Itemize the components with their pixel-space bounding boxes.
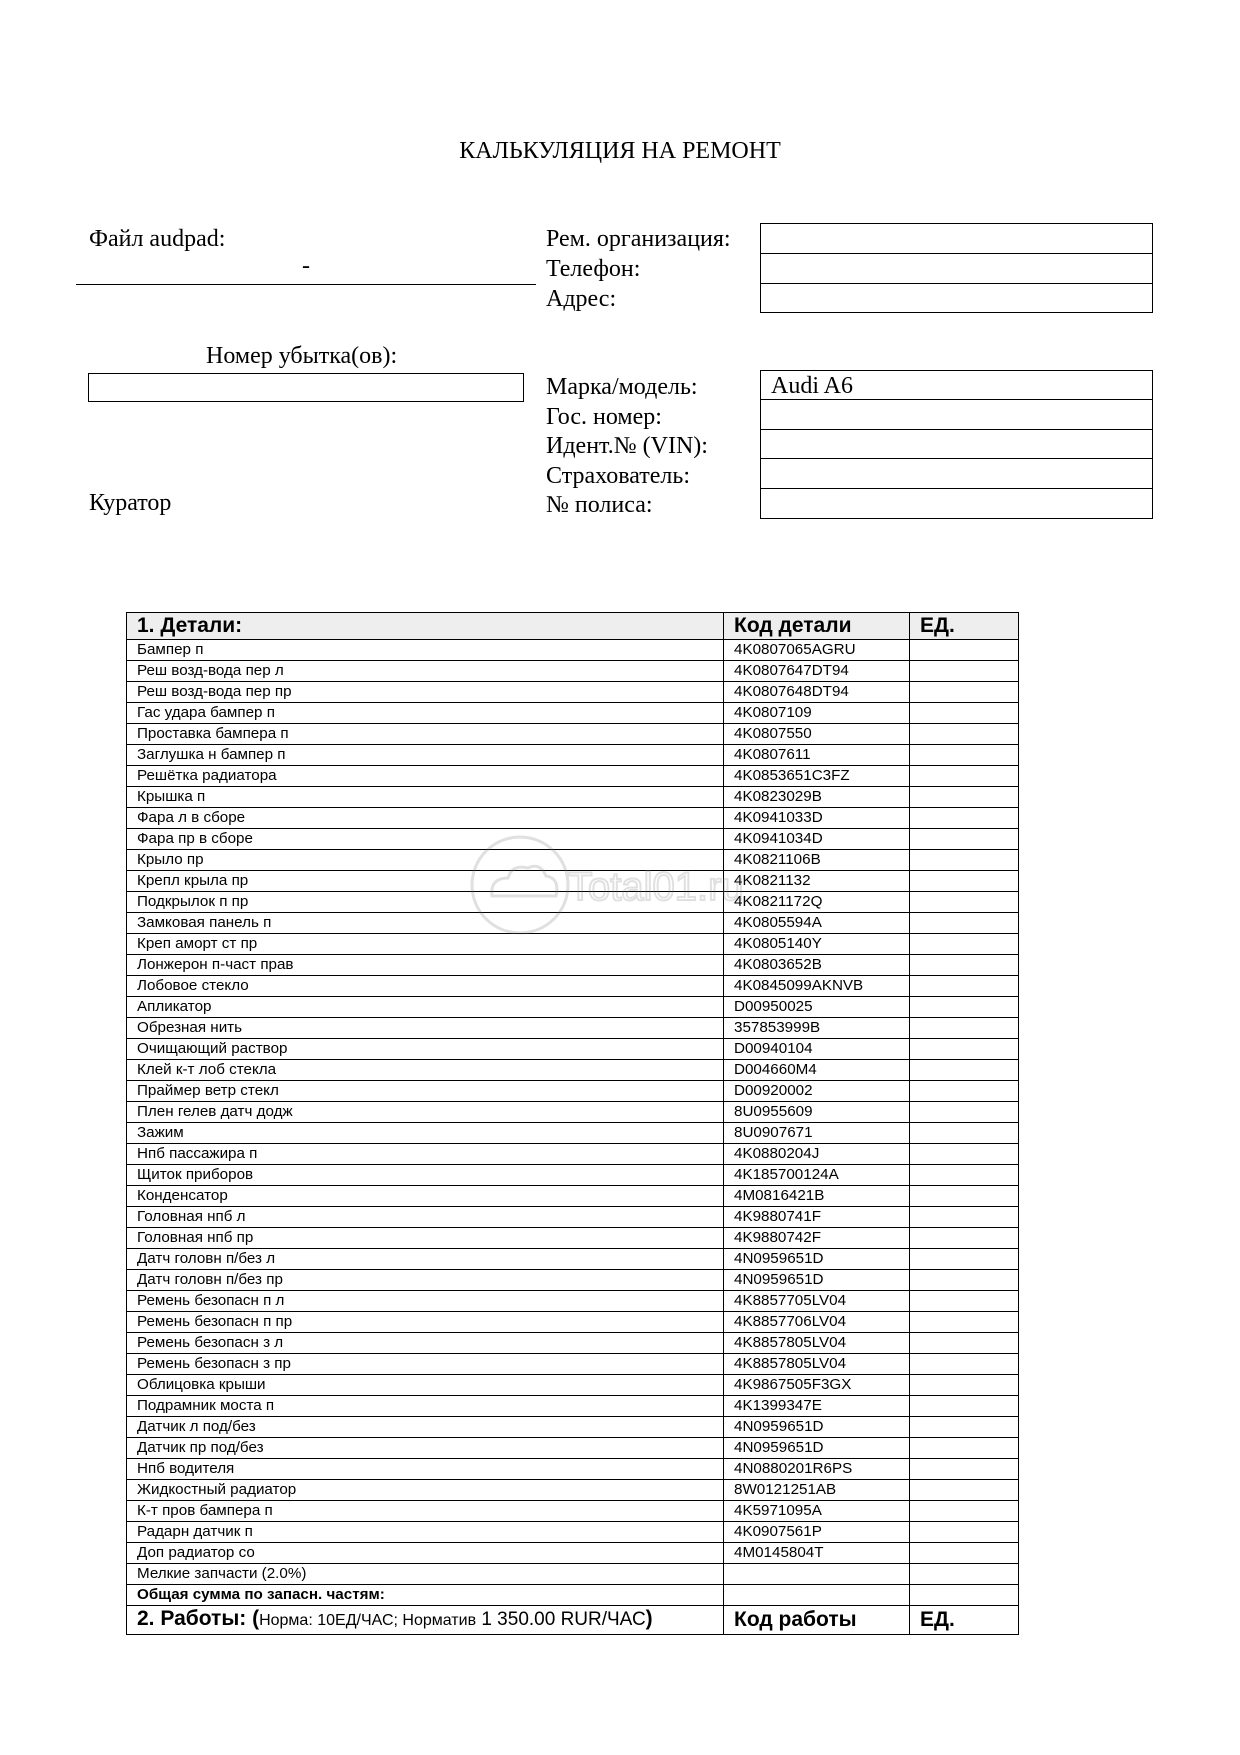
part-code-cell: 4K0853651C3FZ <box>724 766 910 787</box>
part-unit-cell <box>910 766 1019 787</box>
part-code-cell: 4K0880204J <box>724 1144 910 1165</box>
part-name-cell: Клей к-т лоб стекла <box>127 1060 724 1081</box>
table-row <box>127 1228 1019 1249</box>
part-code-cell: D00940104 <box>724 1039 910 1060</box>
part-name-cell: Радарн датчик п <box>127 1522 724 1543</box>
part-unit-cell <box>910 1039 1019 1060</box>
table-row <box>127 1060 1019 1081</box>
part-unit-cell <box>910 1102 1019 1123</box>
part-name-cell: Крышка п <box>127 787 724 808</box>
part-unit-cell <box>910 1186 1019 1207</box>
table-row <box>127 1333 1019 1354</box>
table-row <box>127 997 1019 1018</box>
part-name-cell: Замковая панель п <box>127 913 724 934</box>
part-unit-cell <box>910 997 1019 1018</box>
parts-header-unit: ЕД. <box>910 613 1019 640</box>
part-code-cell: 4K0823029B <box>724 787 910 808</box>
parts-total-unit <box>910 1585 1019 1606</box>
part-name-cell: Праймер ветр стекл <box>127 1081 724 1102</box>
part-code-cell: 4K0807065AGRU <box>724 640 910 661</box>
table-row <box>127 1039 1019 1060</box>
part-name-cell: Датч головн п/без л <box>127 1249 724 1270</box>
policy-field[interactable] <box>760 488 1153 519</box>
part-unit-cell <box>910 724 1019 745</box>
part-code-cell: 4K9880741F <box>724 1207 910 1228</box>
table-row <box>127 850 1019 871</box>
table-row <box>127 1396 1019 1417</box>
part-unit-cell <box>910 703 1019 724</box>
table-row <box>127 1186 1019 1207</box>
part-unit-cell <box>910 1417 1019 1438</box>
table-row <box>127 1123 1019 1144</box>
part-code-cell: 4K0807647DT94 <box>724 661 910 682</box>
part-unit-cell <box>910 640 1019 661</box>
part-code-cell: 4K5971095A <box>724 1501 910 1522</box>
table-row <box>127 1018 1019 1039</box>
table-row <box>127 1270 1019 1291</box>
table-row <box>127 682 1019 703</box>
part-name-cell: Мелкие запчасти (2.0%) <box>127 1564 724 1585</box>
part-unit-cell <box>910 1564 1019 1585</box>
part-unit-cell <box>910 1501 1019 1522</box>
works-rate: 1 350.00 RUR/ЧАС <box>476 1609 646 1630</box>
part-name-cell: Лобовое стекло <box>127 976 724 997</box>
part-unit-cell <box>910 1543 1019 1564</box>
part-name-cell: Датчик л под/без <box>127 1417 724 1438</box>
table-row <box>127 871 1019 892</box>
part-name-cell: Обрезная нить <box>127 1018 724 1039</box>
part-name-cell: Головная нпб пр <box>127 1228 724 1249</box>
table-row <box>127 1375 1019 1396</box>
repair-org-label: Рем. организация: <box>546 226 731 252</box>
part-unit-cell <box>910 955 1019 976</box>
part-unit-cell <box>910 1060 1019 1081</box>
part-name-cell: Облицовка крыши <box>127 1375 724 1396</box>
part-unit-cell <box>910 745 1019 766</box>
part-code-cell: 4K185700124A <box>724 1165 910 1186</box>
part-unit-cell <box>910 661 1019 682</box>
part-name-cell: Щиток приборов <box>127 1165 724 1186</box>
part-name-cell: Гас удара бампер п <box>127 703 724 724</box>
part-name-cell: Доп радиатор со <box>127 1543 724 1564</box>
part-code-cell: 4K8857706LV04 <box>724 1312 910 1333</box>
table-row <box>127 1144 1019 1165</box>
part-code-cell: 4N0959651D <box>724 1417 910 1438</box>
table-row <box>127 1459 1019 1480</box>
table-row <box>127 703 1019 724</box>
part-unit-cell <box>910 871 1019 892</box>
part-code-cell: 4K0821132 <box>724 871 910 892</box>
part-unit-cell <box>910 850 1019 871</box>
part-name-cell: Нпб пассажира п <box>127 1144 724 1165</box>
watermark-text: Total01.ru <box>568 865 744 909</box>
table-row <box>127 808 1019 829</box>
table-row <box>127 934 1019 955</box>
table-row <box>127 955 1019 976</box>
part-code-cell: 4K0907561P <box>724 1522 910 1543</box>
table-row <box>127 913 1019 934</box>
part-code-cell: 4M0145804T <box>724 1543 910 1564</box>
part-name-cell: Реш возд-вода пер пр <box>127 682 724 703</box>
table-row <box>127 1543 1019 1564</box>
part-name-cell: Зажим <box>127 1123 724 1144</box>
parts-header-code: Код детали <box>724 613 910 640</box>
parts-table-header <box>127 613 1019 640</box>
policy-label: № полиса: <box>546 492 653 518</box>
table-row <box>127 724 1019 745</box>
works-header-row <box>127 1606 1019 1635</box>
part-code-cell: 4K0845099AKNVB <box>724 976 910 997</box>
loss-number-field[interactable] <box>88 373 524 402</box>
part-unit-cell <box>910 1228 1019 1249</box>
part-unit-cell <box>910 1165 1019 1186</box>
part-name-cell: Апликатор <box>127 997 724 1018</box>
part-unit-cell <box>910 1522 1019 1543</box>
part-unit-cell <box>910 1249 1019 1270</box>
parts-total-label: Общая сумма по запасн. частям: <box>127 1585 724 1606</box>
loss-number-label: Номер убытка(ов): <box>206 343 398 369</box>
part-code-cell: 8U0955609 <box>724 1102 910 1123</box>
part-name-cell: Подкрылок п пр <box>127 892 724 913</box>
table-row <box>127 1438 1019 1459</box>
part-name-cell: Ремень безопасн п л <box>127 1291 724 1312</box>
part-code-cell: 4K0941033D <box>724 808 910 829</box>
table-row <box>127 892 1019 913</box>
table-row <box>127 1312 1019 1333</box>
part-unit-cell <box>910 808 1019 829</box>
part-unit-cell <box>910 1081 1019 1102</box>
part-code-cell: D00950025 <box>724 997 910 1018</box>
part-name-cell: Подрамник моста п <box>127 1396 724 1417</box>
part-code-cell: D00920002 <box>724 1081 910 1102</box>
table-row <box>127 1081 1019 1102</box>
part-name-cell: К-т пров бампера п <box>127 1501 724 1522</box>
part-name-cell: Заглушка н бампер п <box>127 745 724 766</box>
part-unit-cell <box>910 1354 1019 1375</box>
part-code-cell: 4N0959651D <box>724 1438 910 1459</box>
table-row <box>127 1501 1019 1522</box>
part-unit-cell <box>910 1123 1019 1144</box>
file-underline <box>76 284 536 285</box>
table-row <box>127 1249 1019 1270</box>
part-unit-cell <box>910 1207 1019 1228</box>
part-name-cell: Датч головн п/без пр <box>127 1270 724 1291</box>
part-name-cell: Конденсатор <box>127 1186 724 1207</box>
parts-total-code <box>724 1585 910 1606</box>
part-name-cell: Решётка радиатора <box>127 766 724 787</box>
part-code-cell: 4N0959651D <box>724 1270 910 1291</box>
part-code-cell: 4K0807550 <box>724 724 910 745</box>
vin-label: Идент.№ (VIN): <box>546 433 708 459</box>
part-name-cell: Очищающий раствор <box>127 1039 724 1060</box>
part-code-cell: 4N0959651D <box>724 1249 910 1270</box>
part-code-cell: 4K0805140Y <box>724 934 910 955</box>
part-code-cell: 4K1399347E <box>724 1396 910 1417</box>
parts-total-row <box>127 1585 1019 1606</box>
part-code-cell: 8W0121251AB <box>724 1480 910 1501</box>
part-name-cell: Плен гелев датч додж <box>127 1102 724 1123</box>
file-value: - <box>302 253 310 279</box>
table-row <box>127 1165 1019 1186</box>
part-unit-cell <box>910 1018 1019 1039</box>
vin-field[interactable] <box>760 429 1153 459</box>
part-unit-cell <box>910 829 1019 850</box>
part-name-cell: Проставка бампера п <box>127 724 724 745</box>
insured-label: Страхователь: <box>546 463 690 489</box>
table-row <box>127 829 1019 850</box>
part-unit-cell <box>910 892 1019 913</box>
plate-label: Гос. номер: <box>546 404 662 430</box>
part-code-cell: 4K9880742F <box>724 1228 910 1249</box>
table-row <box>127 661 1019 682</box>
phone-field[interactable] <box>760 253 1153 284</box>
part-unit-cell <box>910 913 1019 934</box>
works-header-title <box>127 1606 724 1635</box>
part-code-cell: 4K0807109 <box>724 703 910 724</box>
table-row <box>127 766 1019 787</box>
table-row <box>127 976 1019 997</box>
part-unit-cell <box>910 1144 1019 1165</box>
part-code-cell: 4N0880201R6PS <box>724 1459 910 1480</box>
part-unit-cell <box>910 787 1019 808</box>
part-name-cell: Бампер п <box>127 640 724 661</box>
table-row <box>127 1564 1019 1585</box>
part-code-cell: 4K0941034D <box>724 829 910 850</box>
works-header-code: Код работы <box>724 1606 910 1635</box>
part-name-cell: Крепл крыла пр <box>127 871 724 892</box>
address-label: Адрес: <box>546 286 617 312</box>
part-name-cell: Ремень безопасн п пр <box>127 1312 724 1333</box>
table-row <box>127 787 1019 808</box>
table-row <box>127 1207 1019 1228</box>
table-row <box>127 1291 1019 1312</box>
part-unit-cell <box>910 1375 1019 1396</box>
part-unit-cell <box>910 682 1019 703</box>
part-name-cell: Фара пр в сборе <box>127 829 724 850</box>
part-name-cell: Креп аморт ст пр <box>127 934 724 955</box>
part-code-cell: 357853999B <box>724 1018 910 1039</box>
part-name-cell: Ремень безопасн з л <box>127 1333 724 1354</box>
works-norm: Норма: 10ЕД/ЧАС; Норматив <box>259 1612 477 1629</box>
table-row <box>127 640 1019 661</box>
part-code-cell: 4K0803652B <box>724 955 910 976</box>
insured-field[interactable] <box>760 458 1153 489</box>
part-name-cell: Ремень безопасн з пр <box>127 1354 724 1375</box>
table-row <box>127 1102 1019 1123</box>
part-unit-cell <box>910 1312 1019 1333</box>
make-model-field[interactable]: Audi A6 <box>760 370 1153 400</box>
table-row <box>127 745 1019 766</box>
part-code-cell: 4M0816421B <box>724 1186 910 1207</box>
curator-label: Куратор <box>89 490 172 516</box>
make-model-label: Марка/модель: <box>546 374 698 400</box>
part-code-cell: 4K9867505F3GX <box>724 1375 910 1396</box>
part-code-cell: D004660M4 <box>724 1060 910 1081</box>
table-row <box>127 1417 1019 1438</box>
part-name-cell: Фара л в сборе <box>127 808 724 829</box>
parts-table <box>126 612 1019 1635</box>
part-unit-cell <box>910 1438 1019 1459</box>
works-title: 2. Работы: ( <box>137 1607 260 1630</box>
part-code-cell: 4K8857805LV04 <box>724 1354 910 1375</box>
part-unit-cell <box>910 1291 1019 1312</box>
part-code-cell: 4K0821172Q <box>724 892 910 913</box>
part-unit-cell <box>910 1480 1019 1501</box>
phone-label: Телефон: <box>546 256 641 282</box>
parts-header-name: 1. Детали: <box>127 613 724 640</box>
part-unit-cell <box>910 1459 1019 1480</box>
part-name-cell: Датчик пр под/без <box>127 1438 724 1459</box>
works-header-unit: ЕД. <box>910 1606 1019 1635</box>
document-title: КАЛЬКУЛЯЦИЯ НА РЕМОНТ <box>459 138 781 164</box>
works-title-close: ) <box>645 1607 653 1630</box>
file-label: Файл audpad: <box>89 226 226 252</box>
part-unit-cell <box>910 1333 1019 1354</box>
part-code-cell: 8U0907671 <box>724 1123 910 1144</box>
part-code-cell: 4K0807611 <box>724 745 910 766</box>
repair-org-field[interactable] <box>760 223 1153 254</box>
part-code-cell: 4K8857705LV04 <box>724 1291 910 1312</box>
address-field[interactable] <box>760 283 1153 313</box>
part-name-cell: Лонжерон п-част прав <box>127 955 724 976</box>
table-row <box>127 1480 1019 1501</box>
part-code-cell: 4K0821106B <box>724 850 910 871</box>
table-row <box>127 1522 1019 1543</box>
part-name-cell: Нпб водителя <box>127 1459 724 1480</box>
plate-field[interactable] <box>760 399 1153 430</box>
part-name-cell: Головная нпб л <box>127 1207 724 1228</box>
part-unit-cell <box>910 976 1019 997</box>
table-row <box>127 1354 1019 1375</box>
part-unit-cell <box>910 934 1019 955</box>
part-code-cell: 4K0805594A <box>724 913 910 934</box>
part-unit-cell <box>910 1270 1019 1291</box>
part-name-cell: Реш возд-вода пер л <box>127 661 724 682</box>
part-code-cell <box>724 1564 910 1585</box>
part-name-cell: Крыло пр <box>127 850 724 871</box>
part-code-cell: 4K8857805LV04 <box>724 1333 910 1354</box>
part-code-cell: 4K0807648DT94 <box>724 682 910 703</box>
part-unit-cell <box>910 1396 1019 1417</box>
part-name-cell: Жидкостный радиатор <box>127 1480 724 1501</box>
